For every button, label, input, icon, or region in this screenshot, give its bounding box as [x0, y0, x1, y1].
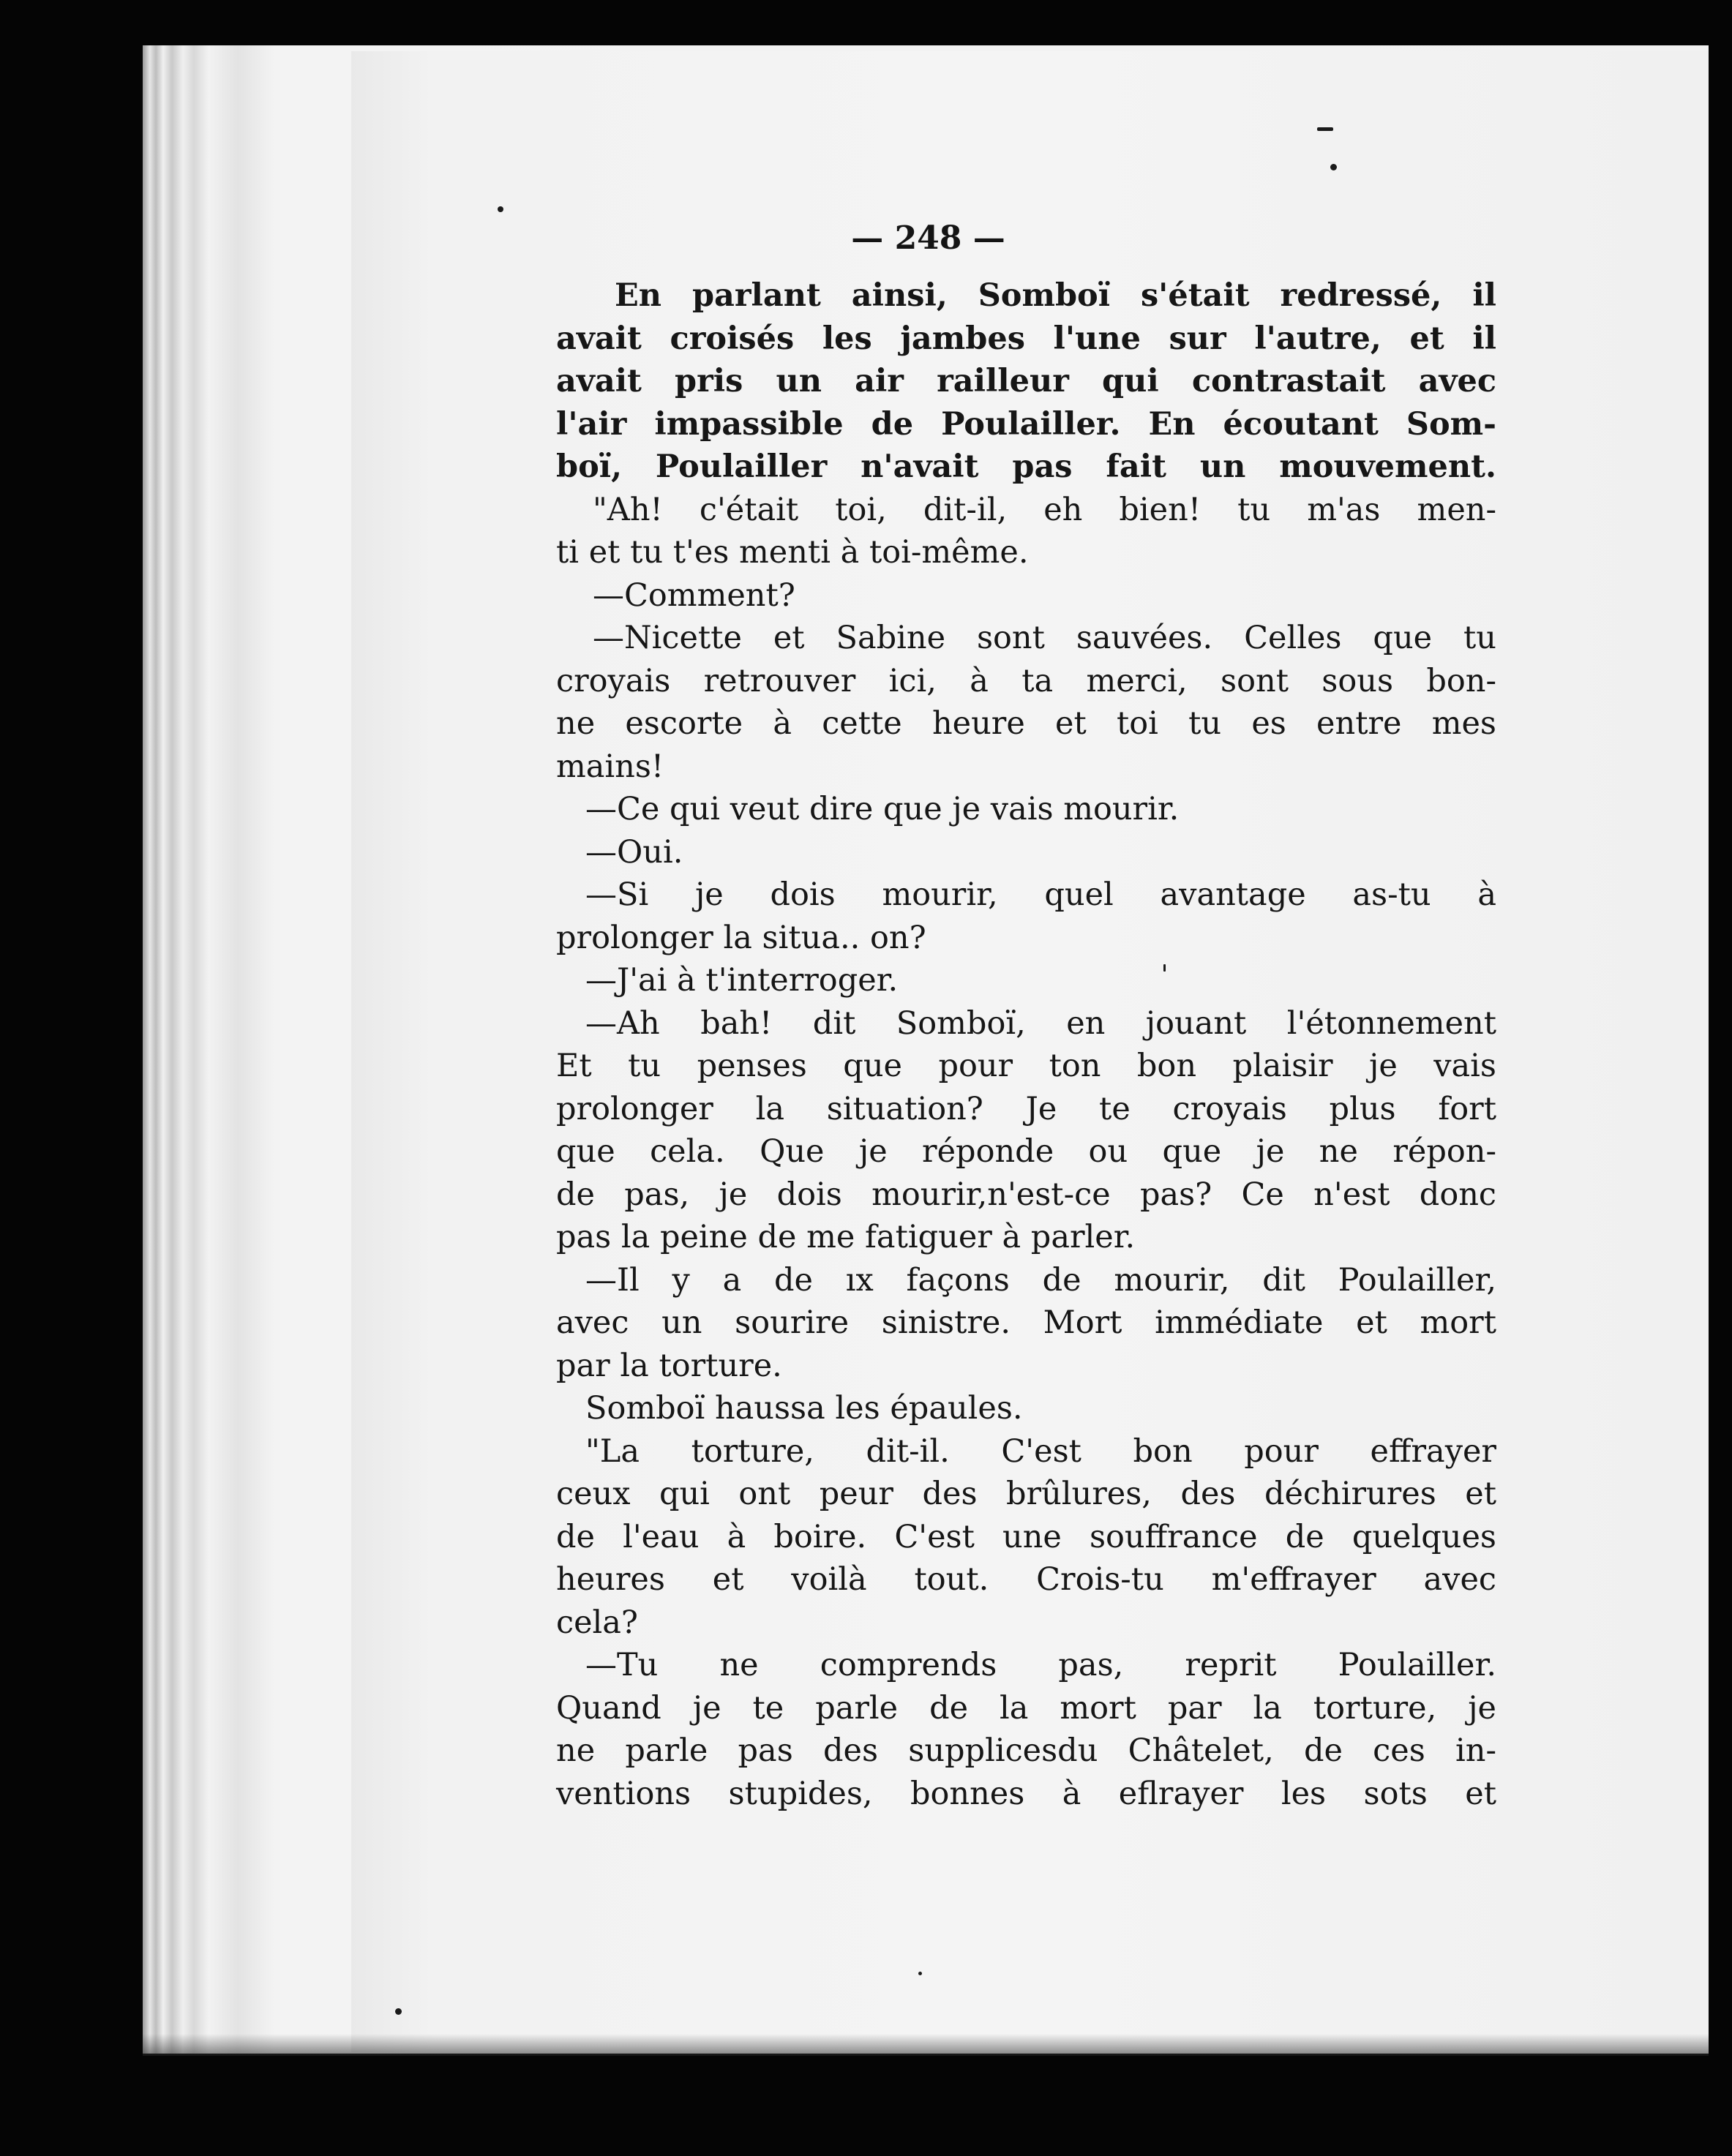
text-line: —Ah bah! dit Somboï, en jouant l'étonnement [585, 1004, 1496, 1042]
text-line: —Si je dois mourir, quel avantage as-tu à [585, 876, 1496, 913]
text-line: —Il y a de ıx façons de mourir, dit Poulailler, [585, 1261, 1496, 1299]
text-line: "Ah! c'était toi, dit-il, eh bien! tu m'as men- [593, 491, 1496, 528]
text-line: cela? [556, 1604, 638, 1641]
text-line: pas la peine de me fatiguer à parler. [556, 1219, 1136, 1255]
text-line: l'air impassible de Poulailler. En écoutant Som- [556, 405, 1496, 443]
text-line: ceux qui ont peur des brûlures, des déchirures et [556, 1476, 1496, 1512]
text-line: —Ce qui veut dire que je vais mourir. [585, 791, 1180, 827]
scan-speck [395, 2008, 402, 2015]
text-line: prolonger la situa.. on? [556, 919, 926, 956]
text-line: ti et tu t'es menti à toi-même. [556, 534, 1029, 571]
page-number: — 248 — [851, 219, 1005, 257]
text-line: de l'eau à boire. C'est une souffrance de quelques [556, 1518, 1496, 1555]
text-line: que cela. Que je réponde ou que je ne répon- [556, 1133, 1496, 1170]
text-line: boï, Poulailler n'avait pas fait un mouvement. [556, 448, 1496, 485]
text-line: —J'ai à t'interroger. [585, 962, 899, 999]
text-line: ne parle pas des supplicesdu Châtelet, de ces in- [556, 1732, 1496, 1769]
scan-speck [1317, 127, 1333, 131]
text-line: heures et voilà tout. Crois-tu m'effrayer avec [556, 1561, 1496, 1598]
text-line: Quand je te parle de la mort par la torture, je [556, 1689, 1496, 1727]
text-line: —Oui. [585, 833, 683, 871]
text-line: croyais retrouver ici, à ta merci, sont sous bon- [556, 662, 1496, 699]
text-line: de pas, je dois mourir,n'est-ce pas? Ce n'est donc [556, 1176, 1496, 1213]
text-line: mains! [556, 748, 664, 785]
text-line: —Comment? [593, 576, 795, 614]
text-line: Et tu penses que pour ton bon plaisir je vais [556, 1048, 1496, 1084]
scan-speck [1163, 964, 1166, 972]
text-line: En parlant ainsi, Somboï s'était redressé, il [615, 277, 1496, 314]
text-line: Somboï haussa les épaules. [585, 1390, 1023, 1427]
text-line: par la torture. [556, 1347, 782, 1384]
scan-speck [498, 206, 503, 212]
body-text [556, 274, 1496, 1815]
text-line: avec un sourire sinistre. Mort immédiate et mort [556, 1304, 1496, 1341]
text-line: ne escorte à cette heure et toi tu es entre mes [556, 705, 1496, 742]
text-line: avait pris un air railleur qui contrastait avec [556, 363, 1496, 399]
scan-speck [918, 1972, 922, 1975]
text-line: —Tu ne comprends pas, reprit Poulailler. [585, 1647, 1496, 1683]
scan-speck [1330, 164, 1337, 170]
text-line: "La torture, dit-il. C'est bon pour effrayer [585, 1432, 1496, 1470]
text-line: avait croisés les jambes l'une sur l'autre, et il [556, 320, 1496, 357]
page-bottom-shadow [143, 2034, 1709, 2056]
text-line: —Nicette et Sabine sont sauvées. Celles que tu [593, 620, 1496, 656]
text-line: ventions stupides, bonnes à eflrayer les sots et [556, 1775, 1496, 1812]
text-line: prolonger la situation? Je te croyais plus fort [556, 1090, 1496, 1127]
